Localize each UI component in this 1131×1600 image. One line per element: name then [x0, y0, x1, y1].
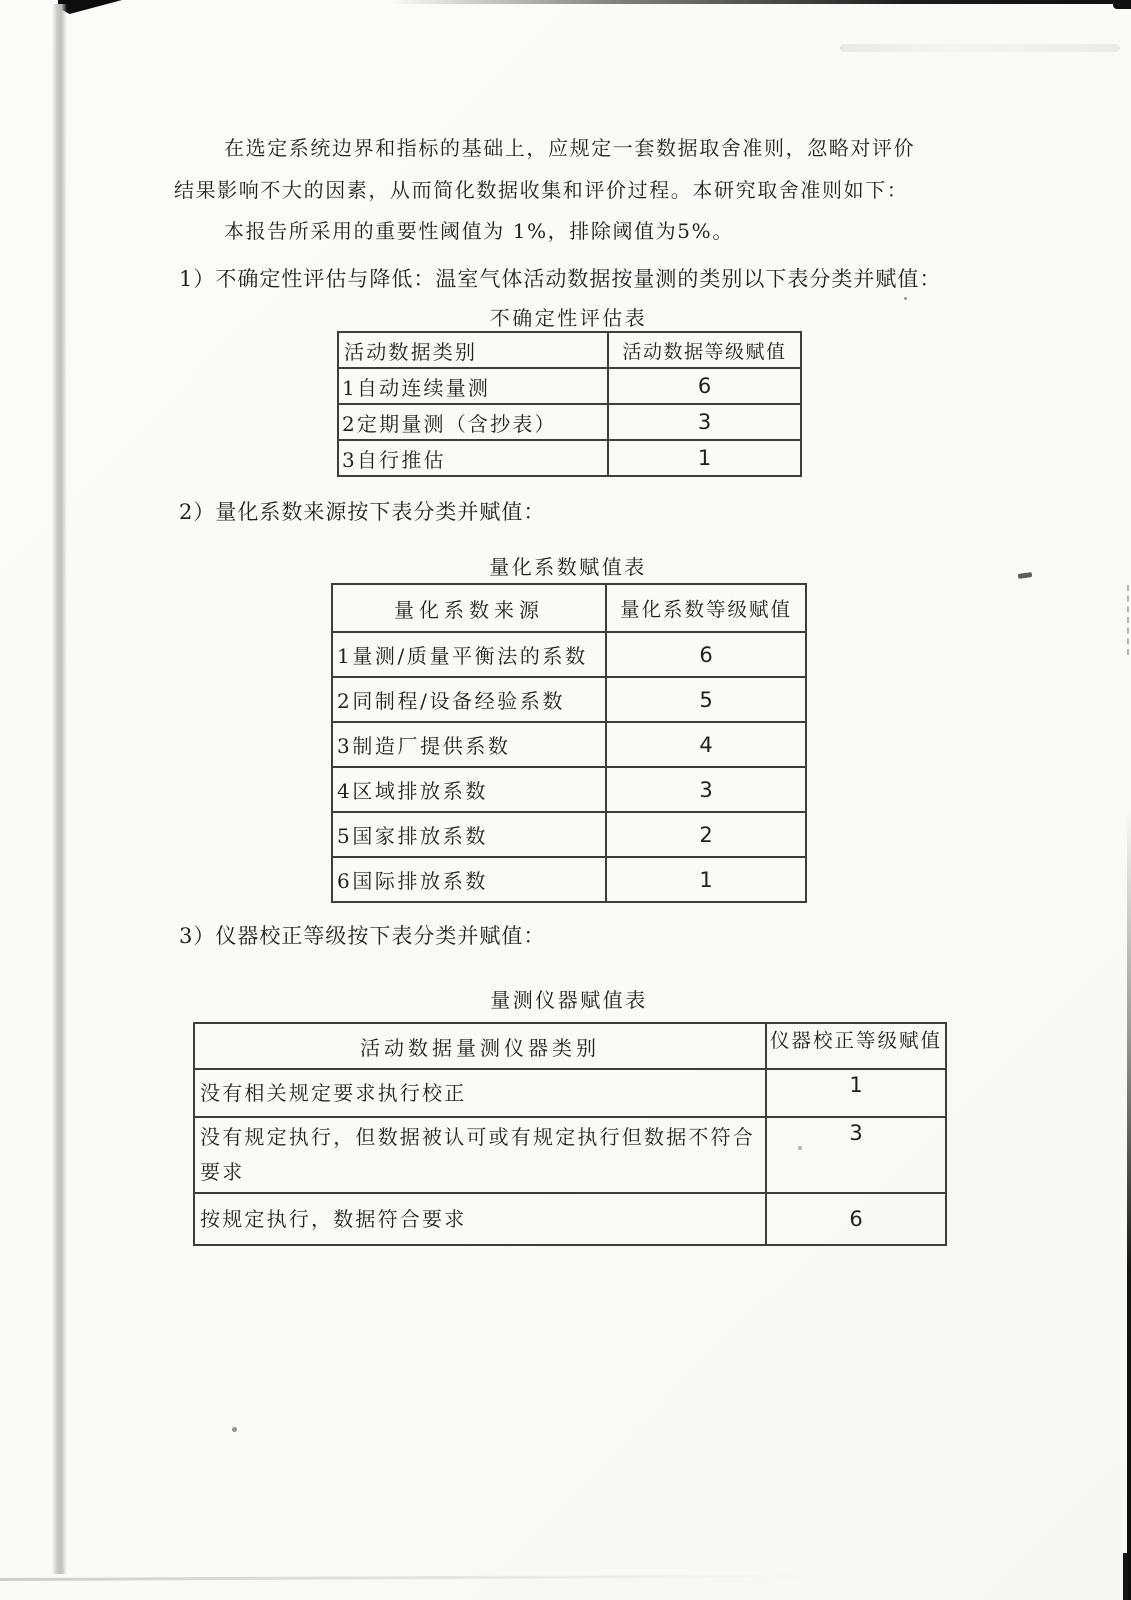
intro-paragraph-line: 结果影响不大的因素，从而简化数据收集和评价过程。本研究取舍准则如下：	[174, 178, 909, 202]
scan-artifact-right-edge-foot	[1123, 1553, 1128, 1600]
table-cell: 3自行推估	[338, 440, 608, 476]
table-header-cell: 活动数据量测仪器类别	[194, 1023, 766, 1069]
table-cell: 没有相关规定要求执行校正	[194, 1069, 766, 1117]
table-3-caption: 量测仪器赋值表	[490, 988, 648, 1012]
intro-paragraph-line: 本报告所采用的重要性阈值为 1%，排除阈值为5%。	[224, 219, 734, 243]
table-row	[332, 677, 806, 722]
section-2-heading: 2）量化系数来源按下表分类并赋值：	[179, 500, 546, 524]
table-header-cell: 量化系数来源	[332, 584, 606, 632]
measurement-instrument-table	[193, 1022, 947, 1246]
scan-artifact-bottom-shadow	[0, 1574, 820, 1581]
table-cell: 3制造厂提供系数	[332, 722, 606, 767]
table-cell: 6	[766, 1193, 946, 1245]
table-cell: 4	[606, 722, 806, 767]
section-3-heading: 3）仪器校正等级按下表分类并赋值：	[179, 924, 546, 948]
table-header-cell: 活动数据类别	[338, 332, 608, 368]
scan-artifact-speck	[904, 297, 907, 300]
uncertainty-assessment-table	[337, 331, 802, 477]
table-cell: 5国家排放系数	[332, 812, 606, 857]
table-row	[194, 1117, 946, 1193]
scan-artifact-dash-marks	[1127, 585, 1129, 655]
table-header-row	[338, 332, 801, 368]
table-row	[338, 440, 801, 476]
table-header-cell: 活动数据等级赋值	[608, 332, 801, 368]
table-row	[332, 722, 806, 767]
scan-artifact-speck	[232, 1427, 237, 1432]
scan-artifact-smudge	[840, 44, 1120, 52]
table-cell: 1	[766, 1069, 946, 1117]
table-2-caption: 量化系数赋值表	[489, 555, 647, 579]
table-cell: 2同制程/设备经验系数	[332, 677, 606, 722]
table-cell: 6	[606, 632, 806, 677]
table-cell: 5	[606, 677, 806, 722]
table-cell: 1	[606, 857, 806, 902]
table-cell: 4区域排放系数	[332, 767, 606, 812]
table-row	[332, 857, 806, 902]
table-cell: 1自动连续量测	[338, 368, 608, 404]
section-1-heading: 1）不确定性评估与降低：温室气体活动数据按量测的类别以下表分类并赋值：	[179, 267, 942, 291]
scan-artifact-top-right-corner	[1113, 0, 1131, 9]
scan-artifact-top-left-wedge	[58, 0, 122, 14]
table-cell: 3	[608, 404, 801, 440]
table-cell: 1量测/质量平衡法的系数	[332, 632, 606, 677]
scan-artifact-speck	[1018, 572, 1033, 579]
table-cell: 按规定执行，数据符合要求	[194, 1193, 766, 1245]
table-row	[338, 404, 801, 440]
quantification-factor-table	[331, 583, 807, 903]
table-cell: 2定期量测（含抄表）	[338, 404, 608, 440]
table-header-row	[332, 584, 806, 632]
scan-artifact-top-edge	[390, 0, 1131, 4]
table-row	[194, 1193, 946, 1245]
table-header-cell: 仪器校正等级赋值	[766, 1023, 946, 1069]
table-cell: 3	[766, 1117, 946, 1193]
table-row	[338, 368, 801, 404]
table-cell: 6国际排放系数	[332, 857, 606, 902]
table-row	[332, 812, 806, 857]
table-cell: 3	[606, 767, 806, 812]
table-row	[332, 632, 806, 677]
scan-artifact-left-fold-line	[52, 4, 67, 1574]
table-header-cell: 量化系数等级赋值	[606, 584, 806, 632]
table-cell: 2	[606, 812, 806, 857]
table-cell: 6	[608, 368, 801, 404]
table-row	[194, 1069, 946, 1117]
scan-artifact-right-edge	[1127, 810, 1131, 1600]
intro-paragraph-line: 在选定系统边界和指标的基础上，应规定一套数据取舍准则，忽略对评价	[224, 136, 916, 160]
table-cell: 没有规定执行，但数据被认可或有规定执行但数据不符合要求	[194, 1117, 766, 1193]
table-header-row	[194, 1023, 946, 1069]
table-1-caption: 不确定性评估表	[489, 306, 648, 330]
table-row	[332, 767, 806, 812]
table-cell: 1	[608, 440, 801, 476]
